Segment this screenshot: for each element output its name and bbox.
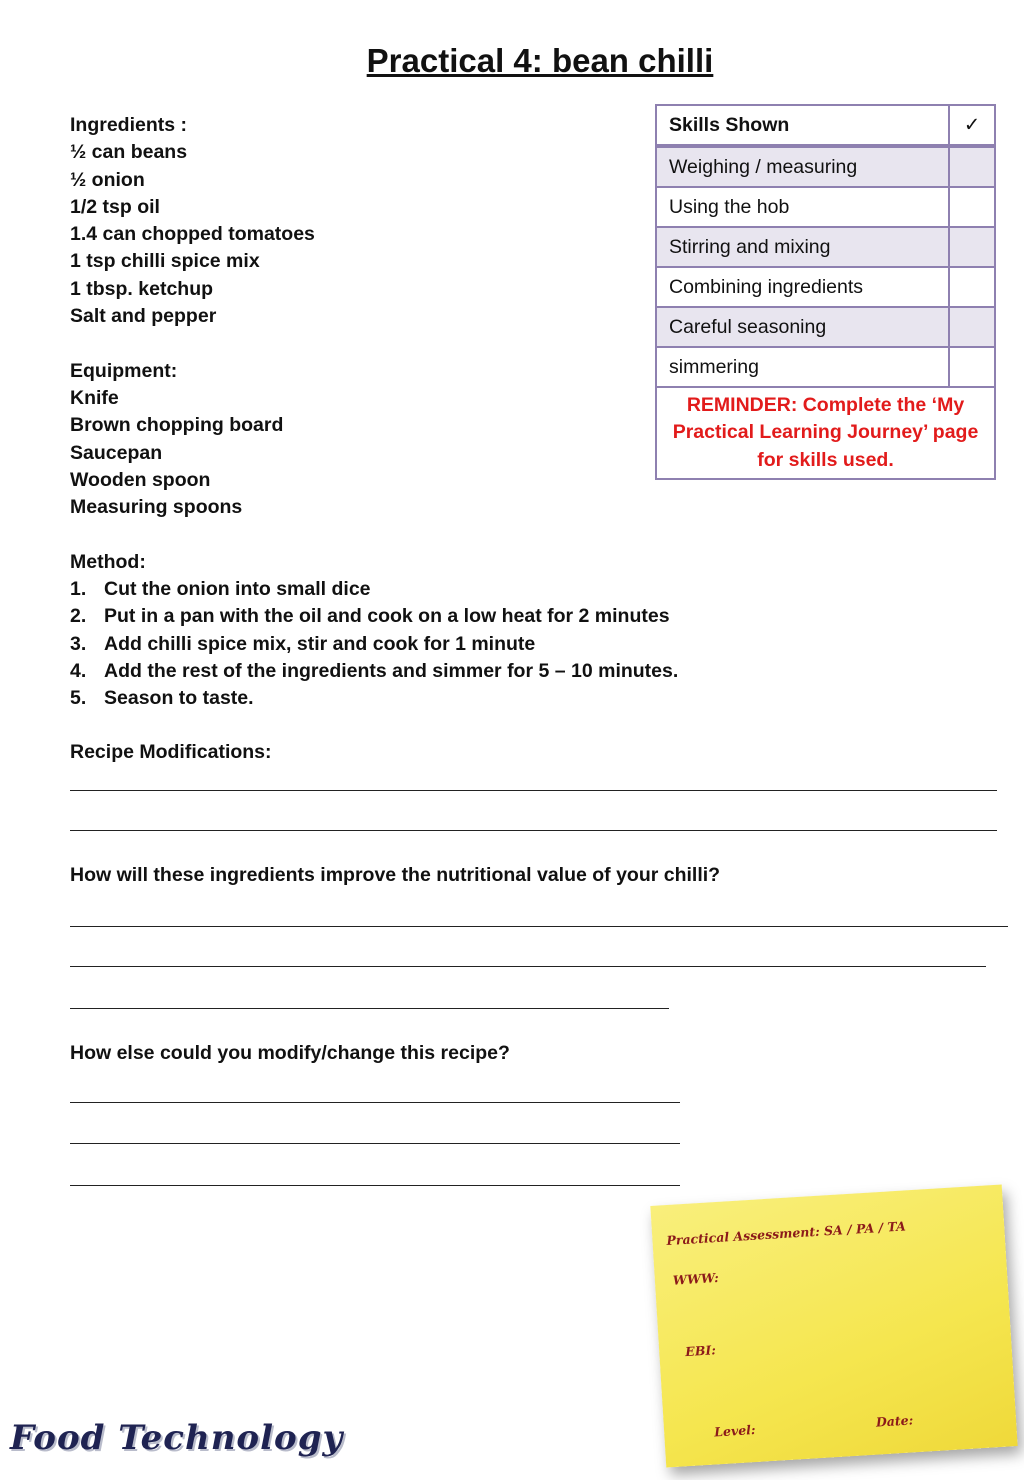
skill-checkbox[interactable] bbox=[949, 267, 995, 307]
ebi-label[interactable]: EBI: bbox=[684, 1342, 717, 1360]
assessment-title: Practical Assessment: SA / PA / TA bbox=[666, 1218, 907, 1249]
skill-label: Combining ingredients bbox=[656, 267, 949, 307]
skill-label: Weighing / measuring bbox=[656, 146, 949, 187]
step-text: Season to taste. bbox=[104, 687, 254, 710]
skill-checkbox[interactable] bbox=[949, 187, 995, 227]
skill-checkbox[interactable] bbox=[949, 227, 995, 267]
step-number: 3. bbox=[70, 632, 87, 655]
assessment-sticky-note bbox=[650, 1184, 1017, 1467]
step-text: Cut the onion into small dice bbox=[104, 578, 371, 601]
skill-label: Careful seasoning bbox=[656, 307, 949, 347]
equipment-item: Knife bbox=[70, 386, 119, 409]
skill-row bbox=[656, 267, 995, 307]
answer-line[interactable] bbox=[70, 926, 1008, 927]
modifications-heading: Recipe Modifications: bbox=[70, 741, 272, 763]
skill-label: Using the hob bbox=[656, 187, 949, 227]
ingredient-item: 1.4 can chopped tomatoes bbox=[70, 223, 315, 246]
skill-row bbox=[656, 307, 995, 347]
skills-header: Skills Shown bbox=[656, 105, 949, 146]
answer-line[interactable] bbox=[70, 790, 997, 791]
method-heading: Method: bbox=[70, 550, 146, 573]
step-number: 1. bbox=[70, 578, 87, 601]
recipe-text bbox=[70, 112, 678, 713]
skill-checkbox[interactable] bbox=[949, 347, 995, 387]
method-step bbox=[70, 603, 678, 630]
step-number: 4. bbox=[70, 659, 87, 682]
skill-row bbox=[656, 347, 995, 387]
skill-checkbox[interactable] bbox=[949, 146, 995, 187]
level-label[interactable]: Level: bbox=[713, 1421, 756, 1440]
method-step bbox=[70, 658, 678, 685]
reminder-row bbox=[656, 387, 995, 479]
method-step bbox=[70, 685, 678, 712]
step-text: Add the rest of the ingredients and simmer for 5 – 10 minutes. bbox=[104, 659, 679, 682]
reminder-text: REMINDER: Complete the ‘My Practical Learning Journey’ page for skills used. bbox=[656, 387, 995, 479]
www-label[interactable]: WWW: bbox=[672, 1269, 720, 1288]
answer-line[interactable] bbox=[70, 1185, 680, 1186]
nutrition-question: How will these ingredients improve the nutritional value of your chilli? bbox=[70, 864, 721, 886]
method-step bbox=[70, 631, 678, 658]
skill-checkbox[interactable] bbox=[949, 307, 995, 347]
ingredients-heading: Ingredients : bbox=[70, 114, 188, 136]
skill-row bbox=[656, 187, 995, 227]
ingredient-item: ½ can beans bbox=[70, 141, 188, 164]
answer-line[interactable] bbox=[70, 830, 997, 831]
equipment-item: Measuring spoons bbox=[70, 496, 243, 519]
equipment-item: Saucepan bbox=[70, 441, 163, 464]
skill-row bbox=[656, 146, 995, 187]
food-technology-logo: Food Technology bbox=[10, 1418, 344, 1458]
skills-table bbox=[655, 104, 996, 480]
step-number: 2. bbox=[70, 605, 87, 628]
date-label[interactable]: Date: bbox=[875, 1412, 914, 1430]
skill-label: Stirring and mixing bbox=[656, 227, 949, 267]
modify-question: How else could you modify/change this recipe? bbox=[70, 1042, 510, 1064]
page-title: Practical 4: bean chilli bbox=[366, 42, 714, 79]
equipment-item: Wooden spoon bbox=[70, 468, 211, 491]
ingredient-item: Salt and pepper bbox=[70, 305, 217, 328]
method-step bbox=[70, 576, 678, 603]
skills-header-row bbox=[656, 105, 995, 146]
answer-line[interactable] bbox=[70, 1008, 669, 1009]
ingredient-item: ½ onion bbox=[70, 168, 145, 191]
ingredient-item: 1/2 tsp oil bbox=[70, 195, 160, 218]
tick-icon: ✓ bbox=[949, 105, 995, 146]
step-number: 5. bbox=[70, 687, 87, 710]
answer-line[interactable] bbox=[70, 966, 986, 967]
step-text: Put in a pan with the oil and cook on a low heat for 2 minutes bbox=[104, 605, 670, 628]
skill-label: simmering bbox=[656, 347, 949, 387]
equipment-heading: Equipment: bbox=[70, 359, 178, 382]
answer-line[interactable] bbox=[70, 1143, 680, 1144]
step-text: Add chilli spice mix, stir and cook for 1 minute bbox=[104, 632, 536, 655]
ingredient-item: 1 tbsp. ketchup bbox=[70, 277, 214, 300]
skill-row bbox=[656, 227, 995, 267]
answer-line[interactable] bbox=[70, 1102, 680, 1103]
equipment-item: Brown chopping board bbox=[70, 414, 284, 437]
ingredient-item: 1 tsp chilli spice mix bbox=[70, 250, 260, 273]
